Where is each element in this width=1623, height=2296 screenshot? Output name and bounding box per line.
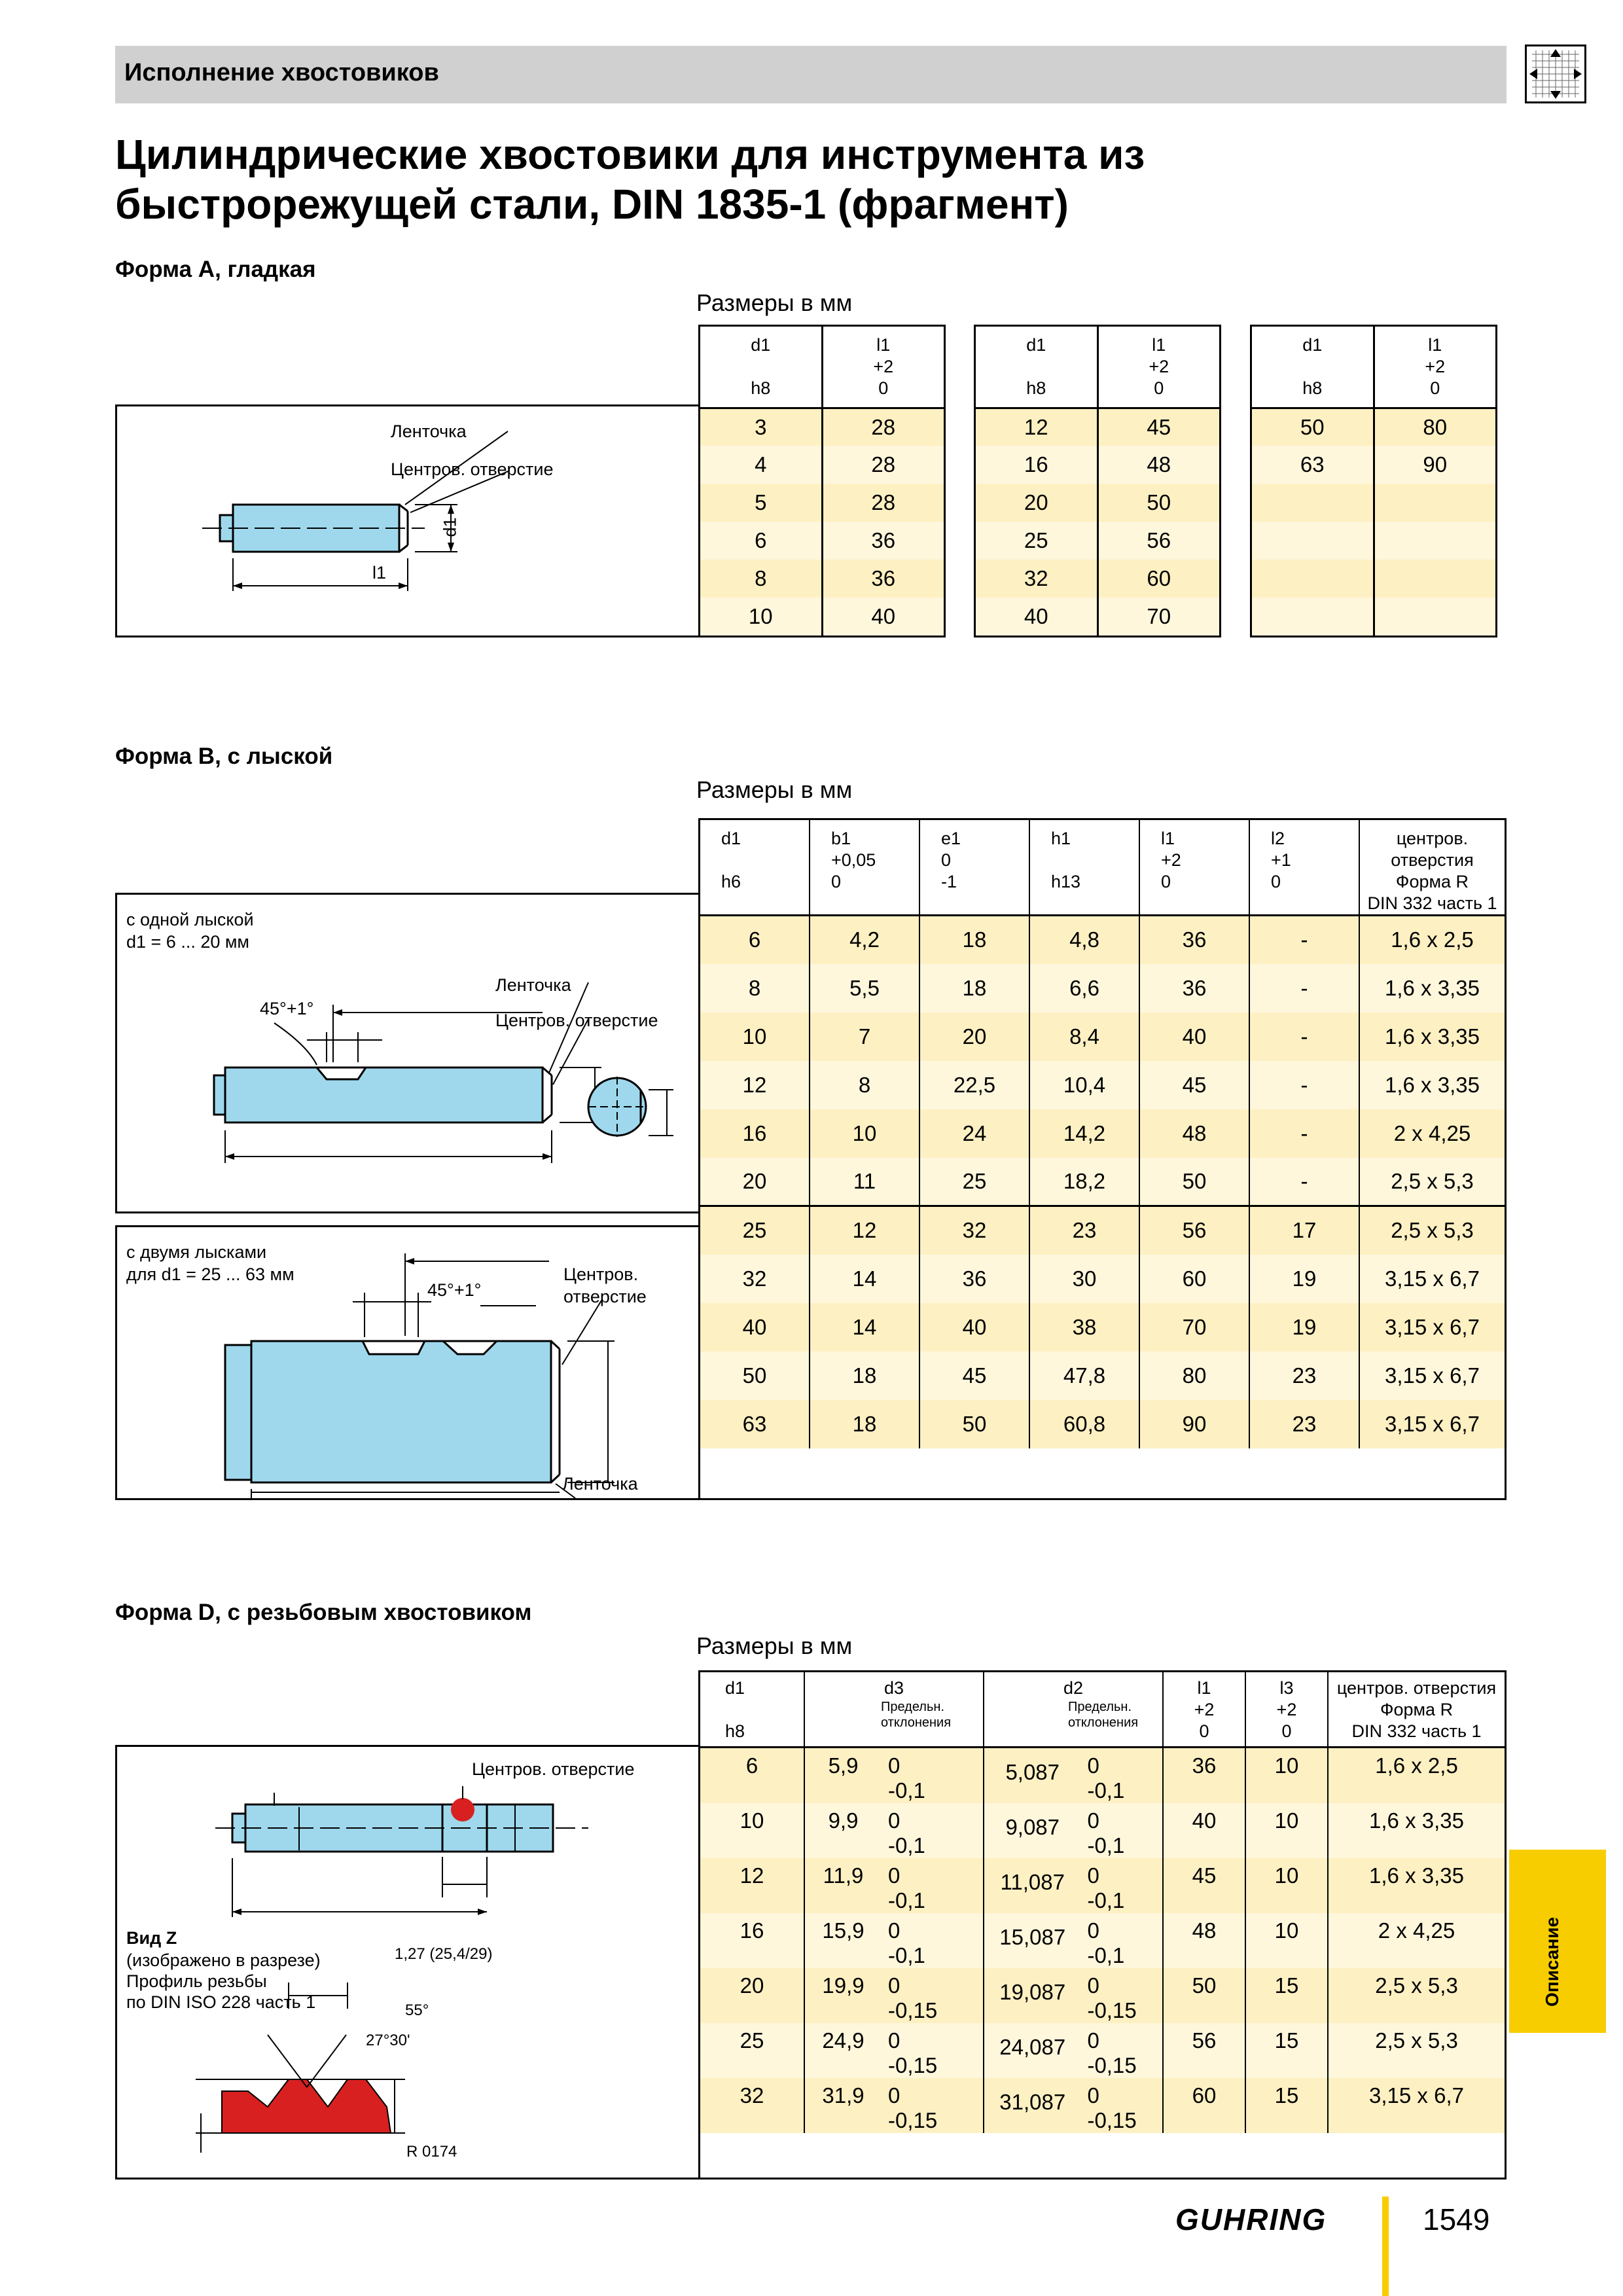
table-row: 5 28 <box>700 484 944 522</box>
table-row: 63 18 50 60,8 90 23 3,15 x 6,7 <box>700 1400 1505 1448</box>
table-row: 3 28 <box>700 408 944 446</box>
page-title: Цилиндрические хвостовики для инструмента из быстрорежущей стали, DIN 1835-1 (фрагмент) <box>115 131 1145 228</box>
form-a-drawing <box>115 404 700 637</box>
callout-center-hole: Центров. отверстие <box>391 459 554 479</box>
table-row: 10 7 20 8,4 40 - 1,6 x 3,35 <box>700 1013 1505 1061</box>
note-two-flats-range: для d1 = 25 ... 63 мм <box>126 1265 294 1284</box>
note-one-flat-range: d1 = 6 ... 20 мм <box>126 932 249 952</box>
angle-label: 45°+1° <box>260 999 314 1018</box>
form-a-units: Размеры в мм <box>696 289 853 316</box>
callout-center-hole: Центров. отверстие <box>472 1759 635 1779</box>
table-row: 12 8 22,5 10,4 45 - 1,6 x 3,35 <box>700 1061 1505 1109</box>
table-row: 63 90 <box>1252 446 1495 484</box>
thread-pitch: 1,27 (25,4/29) <box>395 1945 493 1963</box>
callout-center-hole: Центров. отверстие <box>495 1011 658 1030</box>
form-d-table: d1 h8 d3 Предельн. отклонения d2 Предельн. отклонения l1 +2 0 l3 +2 0 центров. отверстия Форма R DIN 332 часть 1 6 5,9 0 -0,1 5,087 0 -0,1 36 10 1,6 x 2,5 10 9,9 0 -0,1 9,087 0 -0,1 40 10 1,6 x 3,35 12 11,9 0 -0,1 11,087 0 -0,1 45 10 1,6 x 3,35 16 15,9 0 -0,1 15,087 0 -0,1 48 10 2 x 4,25 20 19,9 0 -0,15 19,087 0 -0,15 50 15 2,5 x 5,3 25 24,9 0 -0,15 24,087 0 -0,15 56 15 2,5 x 5,3 32 31,9 0 -0,15 31,087 0 -0,15 60 15 3,15 x 6,7 <box>698 1670 1507 2179</box>
table-row: 4 28 <box>700 446 944 484</box>
form-b-drawing-one-flat <box>115 893 700 1213</box>
form-d-label: Форма D, с резьбовым хвостовиком <box>115 1600 532 1625</box>
form-b-drawing-two-flats <box>115 1225 700 1500</box>
form-b-label: Форма В, с лыской <box>115 744 333 769</box>
table-row: 8 36 <box>700 560 944 598</box>
dim-d1: d1 <box>440 517 460 537</box>
table-row: 8 5,5 18 6,6 36 - 1,6 x 3,35 <box>700 964 1505 1013</box>
section-header-text: Исполнение хвостовиков <box>124 59 439 86</box>
view-z-note-2: Профиль резьбы <box>126 1971 267 1991</box>
form-a-table-3: d1 h8 l1 +2 0 50 80 63 90 <box>1250 325 1497 637</box>
callout-ribbon: Ленточка <box>495 975 571 995</box>
form-a-table-1: d1 h8 l1 +2 0 3 28 4 28 5 28 6 36 8 36 10 40 <box>698 325 946 637</box>
form-a-table-2: d1 h8 l1 +2 0 12 45 16 48 20 50 25 56 32 60 40 70 <box>974 325 1221 637</box>
table-row: 40 70 <box>976 598 1219 636</box>
table-row: 40 14 40 38 70 19 3,15 x 6,7 <box>700 1303 1505 1352</box>
grid-navigation-icon[interactable] <box>1525 45 1586 103</box>
table-row: 10 40 <box>700 598 944 636</box>
table-row: 32 31,9 0 -0,15 31,087 0 -0,15 60 15 3,15 x 6,7 <box>700 2078 1505 2133</box>
table-row: 25 56 <box>976 522 1219 560</box>
callout-center-line2: отверстие <box>563 1287 647 1306</box>
table-row: 25 12 32 23 56 17 2,5 x 5,3 <box>700 1206 1505 1255</box>
form-b-units: Размеры в мм <box>696 776 853 803</box>
view-z-title: Вид Z <box>126 1928 177 1948</box>
form-a-label: Форма А, гладкая <box>115 257 316 282</box>
table-row <box>1252 598 1495 636</box>
dim-l1: l1 <box>372 563 387 583</box>
form-b-table: d1 h6 b1 +0,05 0 e1 0 -1 h1 h13 l1 +2 0 l2 +1 0 центров. отверстия Форма R DIN 332 часть 1 6 4,2 18 4,8 36 - 1,6 x 2,5 8 5,5 18 6,6 36 - 1,6 x 3,35 10 7 20 8,4 40 - 1,6 x 3,35 12 8 22,5 10,4 45 - 1,6 x 3,35 16 10 24 14,2 48 - 2 x 4,25 20 11 25 18,2 50 - 2,5 x 5,3 25 12 32 23 56 17 2,5 x 5,3 32 14 36 30 60 19 3,15 x 6,7 40 14 40 38 70 19 3,15 x 6,7 50 18 45 47,8 80 23 3,15 x 6,7 63 18 50 60,8 90 23 3,15 x 6,7 <box>698 818 1507 1500</box>
side-tab-description[interactable] <box>1509 1850 1606 2033</box>
table-row <box>1252 522 1495 560</box>
callout-ribbon: Ленточка <box>391 422 467 441</box>
table-row: 50 18 45 47,8 80 23 3,15 x 6,7 <box>700 1352 1505 1400</box>
table-row: 16 48 <box>976 446 1219 484</box>
view-z-note-1: (изображено в разрезе) <box>126 1950 321 1970</box>
table-row <box>1252 560 1495 598</box>
table-row <box>1252 484 1495 522</box>
brand-logo: GUHRING <box>1175 2202 1327 2236</box>
view-z-note-3: по DIN ISO 228 часть 1 <box>126 1992 316 2012</box>
table-row: 25 24,9 0 -0,15 24,087 0 -0,15 56 15 2,5 x 5,3 <box>700 2023 1505 2078</box>
table-row: 6 36 <box>700 522 944 560</box>
table-row: 6 4,2 18 4,8 36 - 1,6 x 2,5 <box>700 916 1505 964</box>
thread-angle-27: 27°30' <box>366 2032 410 2049</box>
page-number: 1549 <box>1423 2202 1490 2236</box>
side-tab-label: Описание <box>1542 1916 1562 2007</box>
form-d-drawing <box>115 1745 700 2179</box>
callout-ribbon: Ленточка <box>562 1474 638 1494</box>
note-two-flats: с двумя лысками <box>126 1242 267 1262</box>
table-row: 20 19,9 0 -0,15 19,087 0 -0,15 50 15 2,5 x 5,3 <box>700 1968 1505 2023</box>
table-row: 12 11,9 0 -0,1 11,087 0 -0,1 45 10 1,6 x 3,35 <box>700 1858 1505 1913</box>
table-row: 16 15,9 0 -0,1 15,087 0 -0,1 48 10 2 x 4,25 <box>700 1913 1505 1968</box>
table-row: 20 11 25 18,2 50 - 2,5 x 5,3 <box>700 1158 1505 1206</box>
callout-center-line1: Центров. <box>563 1265 639 1284</box>
table-row: 6 5,9 0 -0,1 5,087 0 -0,1 36 10 1,6 x 2,5 <box>700 1747 1505 1803</box>
note-one-flat: с одной лыской <box>126 910 254 929</box>
table-row: 32 14 36 30 60 19 3,15 x 6,7 <box>700 1255 1505 1303</box>
table-row: 12 45 <box>976 408 1219 446</box>
table-row: 50 80 <box>1252 408 1495 446</box>
thread-angle-55: 55° <box>405 2001 429 2019</box>
table-row: 32 60 <box>976 560 1219 598</box>
angle-label: 45°+1° <box>427 1280 482 1300</box>
section-header-bar <box>115 46 1507 103</box>
table-row: 16 10 24 14,2 48 - 2 x 4,25 <box>700 1109 1505 1158</box>
table-row: 20 50 <box>976 484 1219 522</box>
form-d-units: Размеры в мм <box>696 1632 853 1659</box>
footer-accent-bar <box>1382 2197 1389 2296</box>
thread-radius: R 0174 <box>406 2143 457 2161</box>
table-row: 10 9,9 0 -0,1 9,087 0 -0,1 40 10 1,6 x 3,35 <box>700 1803 1505 1858</box>
